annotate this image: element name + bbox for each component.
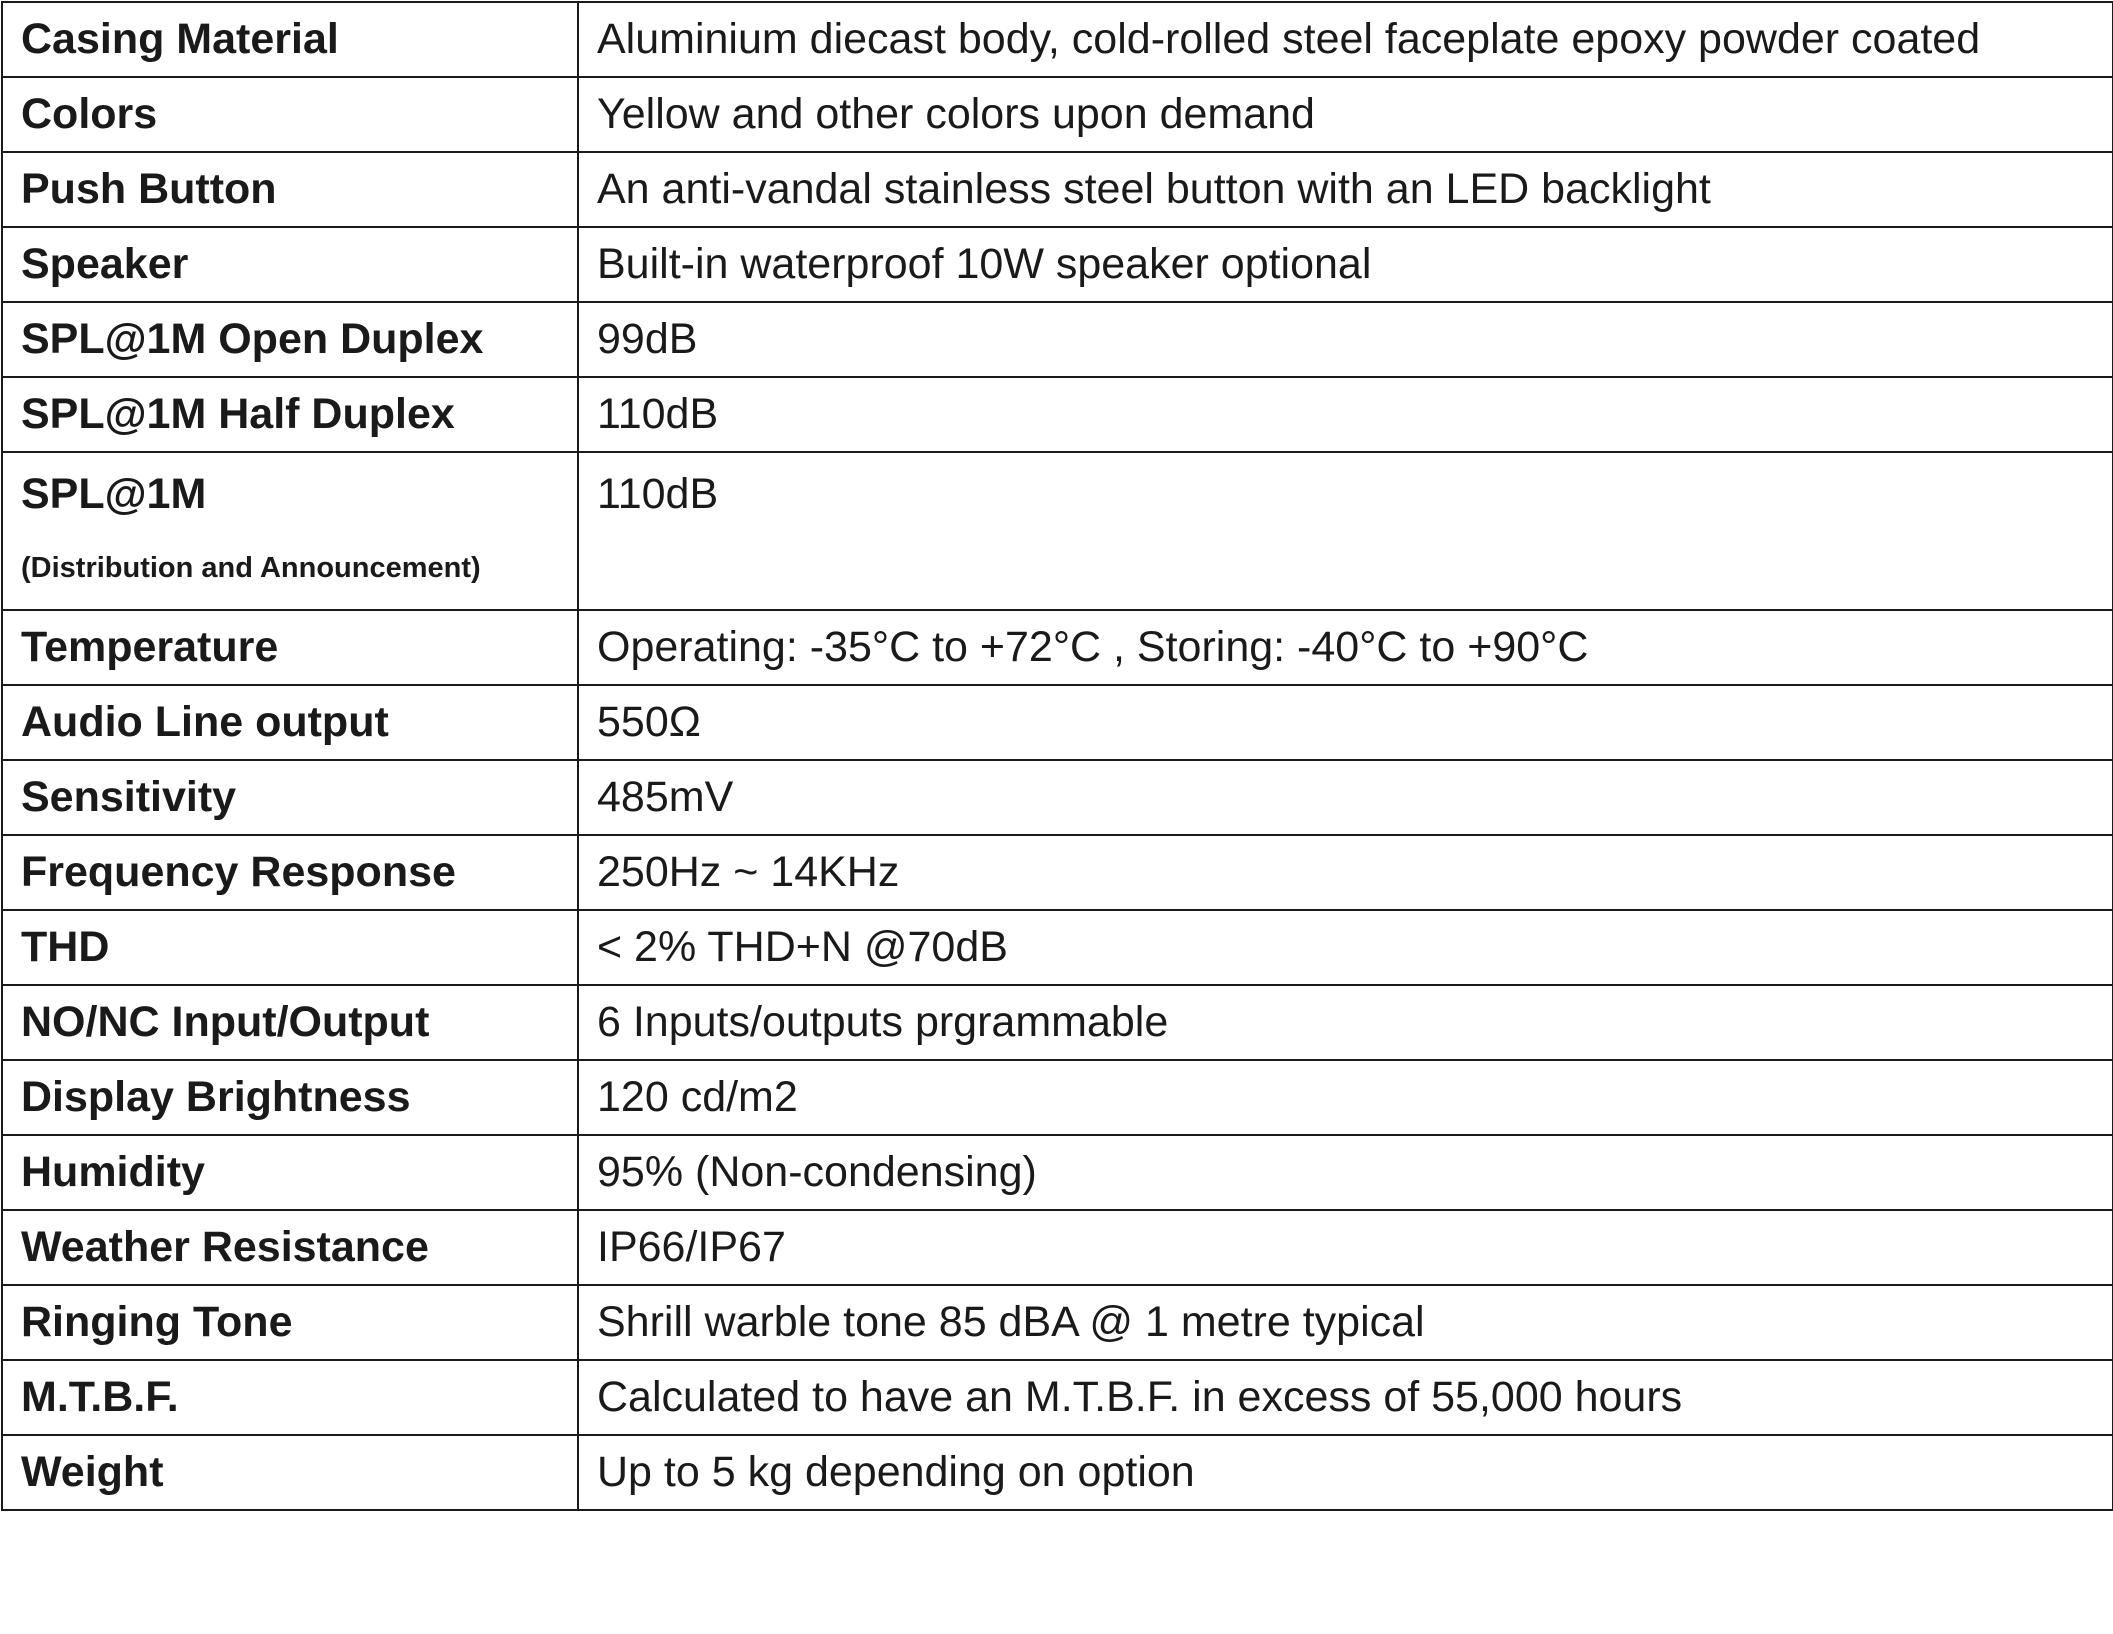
table-row (2, 835, 2113, 910)
spec-value: 95% (Non-condensing) (578, 1135, 2113, 1210)
spec-value: Operating: -35°C to +72°C , Storing: -40°C to +90°C (578, 610, 2113, 685)
spec-table (1, 1, 2113, 1511)
spec-value: Aluminium diecast body, cold-rolled steel faceplate epoxy powder coated (578, 2, 2113, 77)
spec-label: Ringing Tone (2, 1285, 578, 1360)
spec-value: 110dB (578, 452, 2113, 610)
spec-value: Built-in waterproof 10W speaker optional (578, 227, 2113, 302)
spec-label: SPL@1M Half Duplex (2, 377, 578, 452)
table-row (2, 685, 2113, 760)
spec-label: THD (2, 910, 578, 985)
table-row (2, 77, 2113, 152)
spec-label: Display Brightness (2, 1060, 578, 1135)
spec-label: Sensitivity (2, 760, 578, 835)
spec-value: Up to 5 kg depending on option (578, 1435, 2113, 1510)
spec-value: An anti-vandal stainless steel button with an LED backlight (578, 152, 2113, 227)
table-row (2, 1360, 2113, 1435)
table-row (2, 2, 2113, 77)
spec-label: M.T.B.F. (2, 1360, 578, 1435)
table-row (2, 452, 2113, 610)
table-row (2, 910, 2113, 985)
spec-label: Weather Resistance (2, 1210, 578, 1285)
spec-value: 485mV (578, 760, 2113, 835)
spec-value: Shrill warble tone 85 dBA @ 1 metre typical (578, 1285, 2113, 1360)
table-row (2, 1210, 2113, 1285)
spec-value: Calculated to have an M.T.B.F. in excess of 55,000 hours (578, 1360, 2113, 1435)
spec-value: < 2% THD+N @70dB (578, 910, 2113, 985)
table-row (2, 1285, 2113, 1360)
spec-label: NO/NC Input/Output (2, 985, 578, 1060)
spec-value: 250Hz ~ 14KHz (578, 835, 2113, 910)
spec-value: 110dB (578, 377, 2113, 452)
spec-label-cell (2, 452, 578, 610)
spec-label: Speaker (2, 227, 578, 302)
spec-label: SPL@1M Open Duplex (2, 302, 578, 377)
spec-value: 120 cd/m2 (578, 1060, 2113, 1135)
spec-label: Humidity (2, 1135, 578, 1210)
spec-label: Temperature (2, 610, 578, 685)
spec-value: 99dB (578, 302, 2113, 377)
spec-value: 6 Inputs/outputs prgrammable (578, 985, 2113, 1060)
spec-label: Casing Material (2, 2, 578, 77)
spec-label: Frequency Response (2, 835, 578, 910)
table-row (2, 302, 2113, 377)
table-row (2, 377, 2113, 452)
spec-label: Weight (2, 1435, 578, 1510)
table-row (2, 985, 2113, 1060)
table-row (2, 610, 2113, 685)
spec-sublabel: (Distribution and Announcement) (21, 552, 481, 584)
spec-label: Colors (2, 77, 578, 152)
table-row (2, 1435, 2113, 1510)
table-row (2, 1060, 2113, 1135)
table-row (2, 1135, 2113, 1210)
spec-label: Audio Line output (2, 685, 578, 760)
spec-label: Push Button (2, 152, 578, 227)
spec-label: SPL@1M (21, 470, 207, 518)
table-row (2, 760, 2113, 835)
spec-value: 550Ω (578, 685, 2113, 760)
spec-value: Yellow and other colors upon demand (578, 77, 2113, 152)
table-row (2, 227, 2113, 302)
spec-value: IP66/IP67 (578, 1210, 2113, 1285)
table-row (2, 152, 2113, 227)
